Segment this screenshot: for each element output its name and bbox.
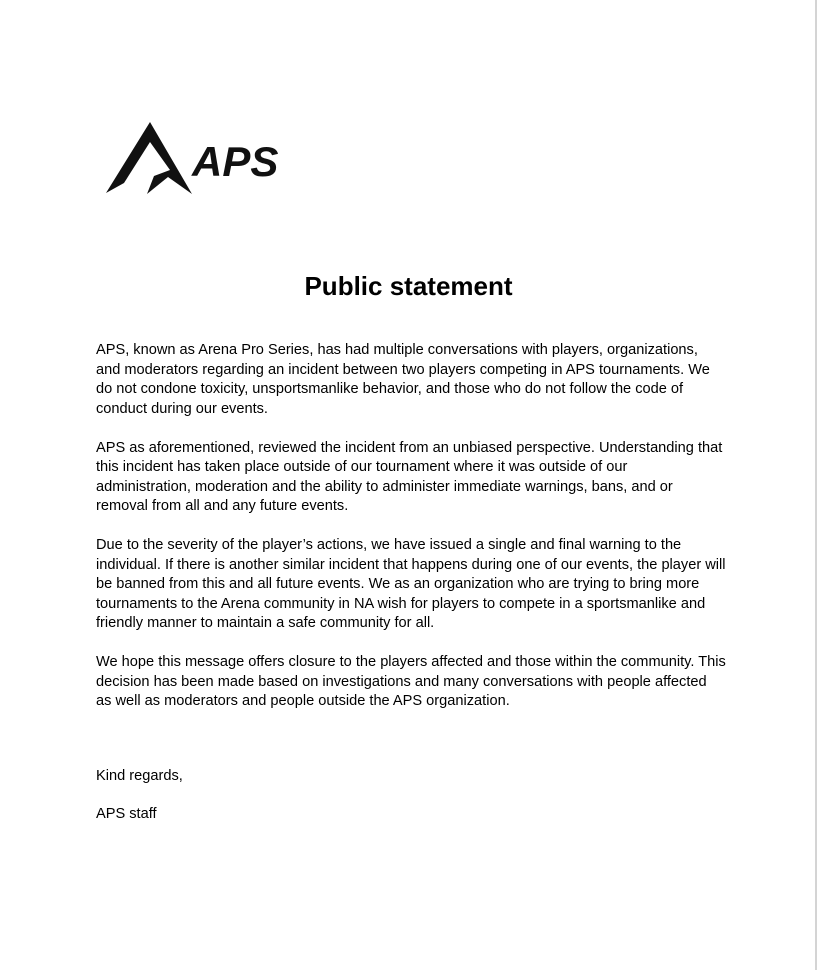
page-title: Public statement	[304, 271, 513, 301]
statement-paragraph-3: Due to the severity of the player’s actions, we have issued a single and final warning to the individual. If there is another similar incident that happens during one of our events, the player will be banned from this and all future events. We as an organization who are trying to bring more tournaments to the Arena community in NA wish for players to compete in a sportsmanlike and friendly manner to maintain a safe community for all.	[96, 537, 726, 631]
statement-body	[96, 341, 726, 731]
closing-line: Kind regards,	[96, 768, 183, 784]
aps-logo	[106, 120, 300, 196]
statement-paragraph-2: APS as aforementioned, reviewed the incident from an unbiased perspective. Understanding that this incident has taken place outside of our tournament where it was outside of our administration, moderation and the ability to administer immediate warnings, bans, and or removal from all and any future events.	[96, 439, 723, 514]
aps-logo-mark	[106, 122, 192, 194]
statement-paragraph-4: We hope this message offers closure to the players affected and those within the community. This decision has been made based on investigations and many conversations with people affected as well as moderators and people outside the APS organization.	[96, 654, 726, 709]
statement-paragraph-1: APS, known as Arena Pro Series, has had multiple conversations with players, organizations, and moderators regarding an incident between two players competing in APS tournaments. We do not condone toxicity, unsportsmanlike behavior, and those who do not follow the code of conduct during our events.	[96, 342, 710, 417]
signature-line: APS staff	[96, 806, 157, 822]
aps-logo-text: APS	[192, 138, 279, 185]
